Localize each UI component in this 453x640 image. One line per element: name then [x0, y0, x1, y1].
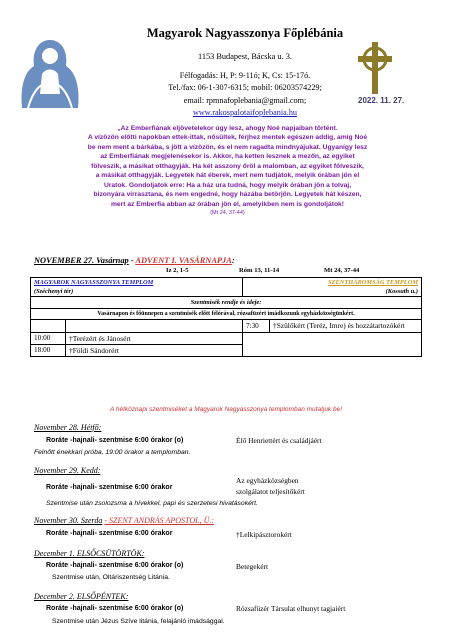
mass-intention: †Lelkipásztorokért [236, 530, 292, 539]
day-note: Szentmise után Jézus Szíve litánia, felajánló imádsággal. [52, 618, 225, 625]
church-right-name: SZENTHÁROMSÁG TEMPLOM [327, 279, 418, 286]
quote-line: A vízözön előtti napokban ettek-ittak, nősültek, férjhez mentek egészen addig, amíg Noé [87, 134, 368, 142]
weekday-note: A hétköznapi szentmiséket a Magyarok Nagyasszonya templomban mutatjuk be! [109, 406, 343, 413]
sunday-heading [34, 256, 235, 265]
day-heading [34, 549, 144, 558]
day-feast: - SZENT ANDRÁS APOSTOL, Ü.: [104, 516, 215, 525]
reading-gospel: Mt 24, 37-44 [324, 267, 360, 274]
reading-second: Róm 13, 11-14 [239, 267, 280, 274]
quote-line: mert az Emberfia abban az órában jön el, amelyikben nem is gondoljátok! [110, 200, 344, 208]
quote-line: a másikat otthagyják. Legyetek hát éberek, mert nem tudjátok, melyik órában jön el [95, 172, 360, 180]
madonna-logo-icon [14, 34, 86, 114]
sunday-feast: ADVENT I. VASÁRNAPJA [135, 256, 232, 265]
bulletin-date: 2022. 11. 27. [358, 96, 405, 105]
mass-intention: †Terézért és Jánosért [66, 332, 243, 344]
rorate-mass: Roráte -hajnali- szentmise 6:00 órakor (o) [46, 437, 184, 444]
church-right-street: (Kossuth u.) [243, 287, 422, 297]
day-note: Szentmise után zsolozsma a hívekkel, papi és szerzetesi hivatásokért. [46, 500, 258, 507]
reading-first: Iz 2, 1-5 [166, 267, 189, 274]
quote-line: be nem ment a bárkába, s jött a vízözön, és el nem ragadta mindnyájukat. Ugyanígy lesz [87, 143, 368, 151]
sunday-colon: : [231, 256, 235, 265]
empty-cell [31, 320, 66, 333]
day-date: December 1. ELSŐCSÜTÖRTÖK: [34, 549, 145, 558]
empty-cell [243, 332, 422, 344]
table-row [31, 278, 422, 288]
sunday-dash: - [130, 256, 134, 265]
mass-intention: Rózsafüzér Társulat elhunyt tagjaiért [236, 604, 346, 613]
website-link[interactable]: www.rakospalotaifoplebania.hu [192, 108, 298, 117]
rorate-mass: Roráte -hajnali- szentmise 6:00 órakor [46, 530, 173, 537]
mass-time: 10:00 [31, 332, 66, 344]
table-row [31, 344, 422, 356]
day-date: November 30. Szerda [34, 516, 103, 525]
rorate-mass: Roráte -hajnali- szentmise 6:00 órakor (o) [46, 562, 184, 569]
table-row [31, 309, 422, 320]
table-row [31, 297, 422, 309]
sunday-date: NOVEMBER 27. Vasárnap [34, 256, 129, 265]
day-note: Szentmise után, Oltáriszentség Litánia. [52, 574, 170, 581]
gospel-quote [30, 124, 425, 219]
quote-line: Uratok. Gondoljatok erre: Ha a ház ura tudná, hogy melyik órában jön a tolvaj, [103, 181, 352, 189]
email-address: email: rpmnafoplebania@gmail.com; [183, 96, 307, 105]
mass-intention: †Szülőkért (Teréz, Imre) és hozzátartozókért [270, 320, 422, 333]
mass-schedule-table [30, 277, 422, 357]
quote-line: „Az Emberfiának eljövetelekor úgy lesz, ahogy Noé napjaiban történt. [117, 125, 338, 132]
office-hours: Félfogadás: H, P: 9-11ó; K, Cs: 15-17ó. [179, 71, 311, 80]
mass-intention: Betegekért [236, 562, 269, 571]
intentions-header: Szentmisék rendje és ideje: [31, 297, 422, 309]
mass-time: 7:30 [243, 320, 270, 333]
quote-line: bizonyára virrasztana, és nem engedné, hogy házába betörjön. Legyetek hát készen, [93, 191, 362, 199]
mass-intention: szolgálatot teljesítőkért [236, 487, 305, 496]
rorate-mass: Roráte -hajnali- szentmise 6:00 órakor [46, 484, 173, 491]
mass-time: 18:00 [31, 344, 66, 356]
rosary-note: Vasárnapon és főünnepen a szentmisék előtt félórával, rózsafüzért imádkozunk egyházközségünkért. [31, 309, 422, 320]
quote-reference: (Mt 24, 37-44) [210, 210, 245, 217]
sunday-readings [34, 267, 418, 277]
day-heading [34, 516, 214, 525]
rorate-mass: Roráte -hajnali- szentmise 6:00 órakor (o) [46, 605, 184, 612]
church-left-cell [31, 278, 243, 288]
church-left-name: MAGYAROK NAGYASSZONYA TEMPLOM [34, 279, 154, 286]
empty-cell [243, 344, 422, 356]
mass-intention: †Földi Sándorért [66, 344, 243, 356]
day-heading [34, 423, 101, 432]
day-heading [34, 592, 128, 601]
quote-line: az Emberfiának megjelenésekor is. Akkor, ha ketten lesznek a mezőn, az egyiket [100, 153, 355, 161]
day-note: Felnőtt énekkari próba, 19:00 órakor a templomban. [34, 449, 191, 456]
empty-cell [66, 320, 243, 333]
mass-intention: Élő Henriettért és családjáért [236, 436, 322, 445]
table-row [31, 287, 422, 297]
mass-intention: Az egyházközségben [236, 476, 299, 485]
day-date: November 28. Hétfő: [34, 423, 102, 432]
phone-numbers: Tel./fax: 06-1-307-6315; mobil: 06203574229; [168, 83, 322, 92]
day-heading [34, 466, 100, 475]
parish-address: 1153 Budapest, Bácska u. 3. [198, 52, 292, 61]
church-left-street: (Széchenyi tér) [31, 287, 243, 297]
day-date: November 29. Kedd: [34, 466, 101, 475]
website-row [120, 107, 370, 118]
table-row [31, 332, 422, 344]
quote-line: fölveszik, a másikat otthagyják. Ha két asszony őröl a malomban, az egyiket fölveszik, [91, 162, 364, 170]
parish-name: Magyarok Nagyasszonya Főplébánia [146, 26, 344, 40]
table-row [31, 320, 422, 333]
day-date: December 2. ELSŐPÉNTEK: [34, 592, 129, 601]
church-right-cell [243, 278, 422, 288]
